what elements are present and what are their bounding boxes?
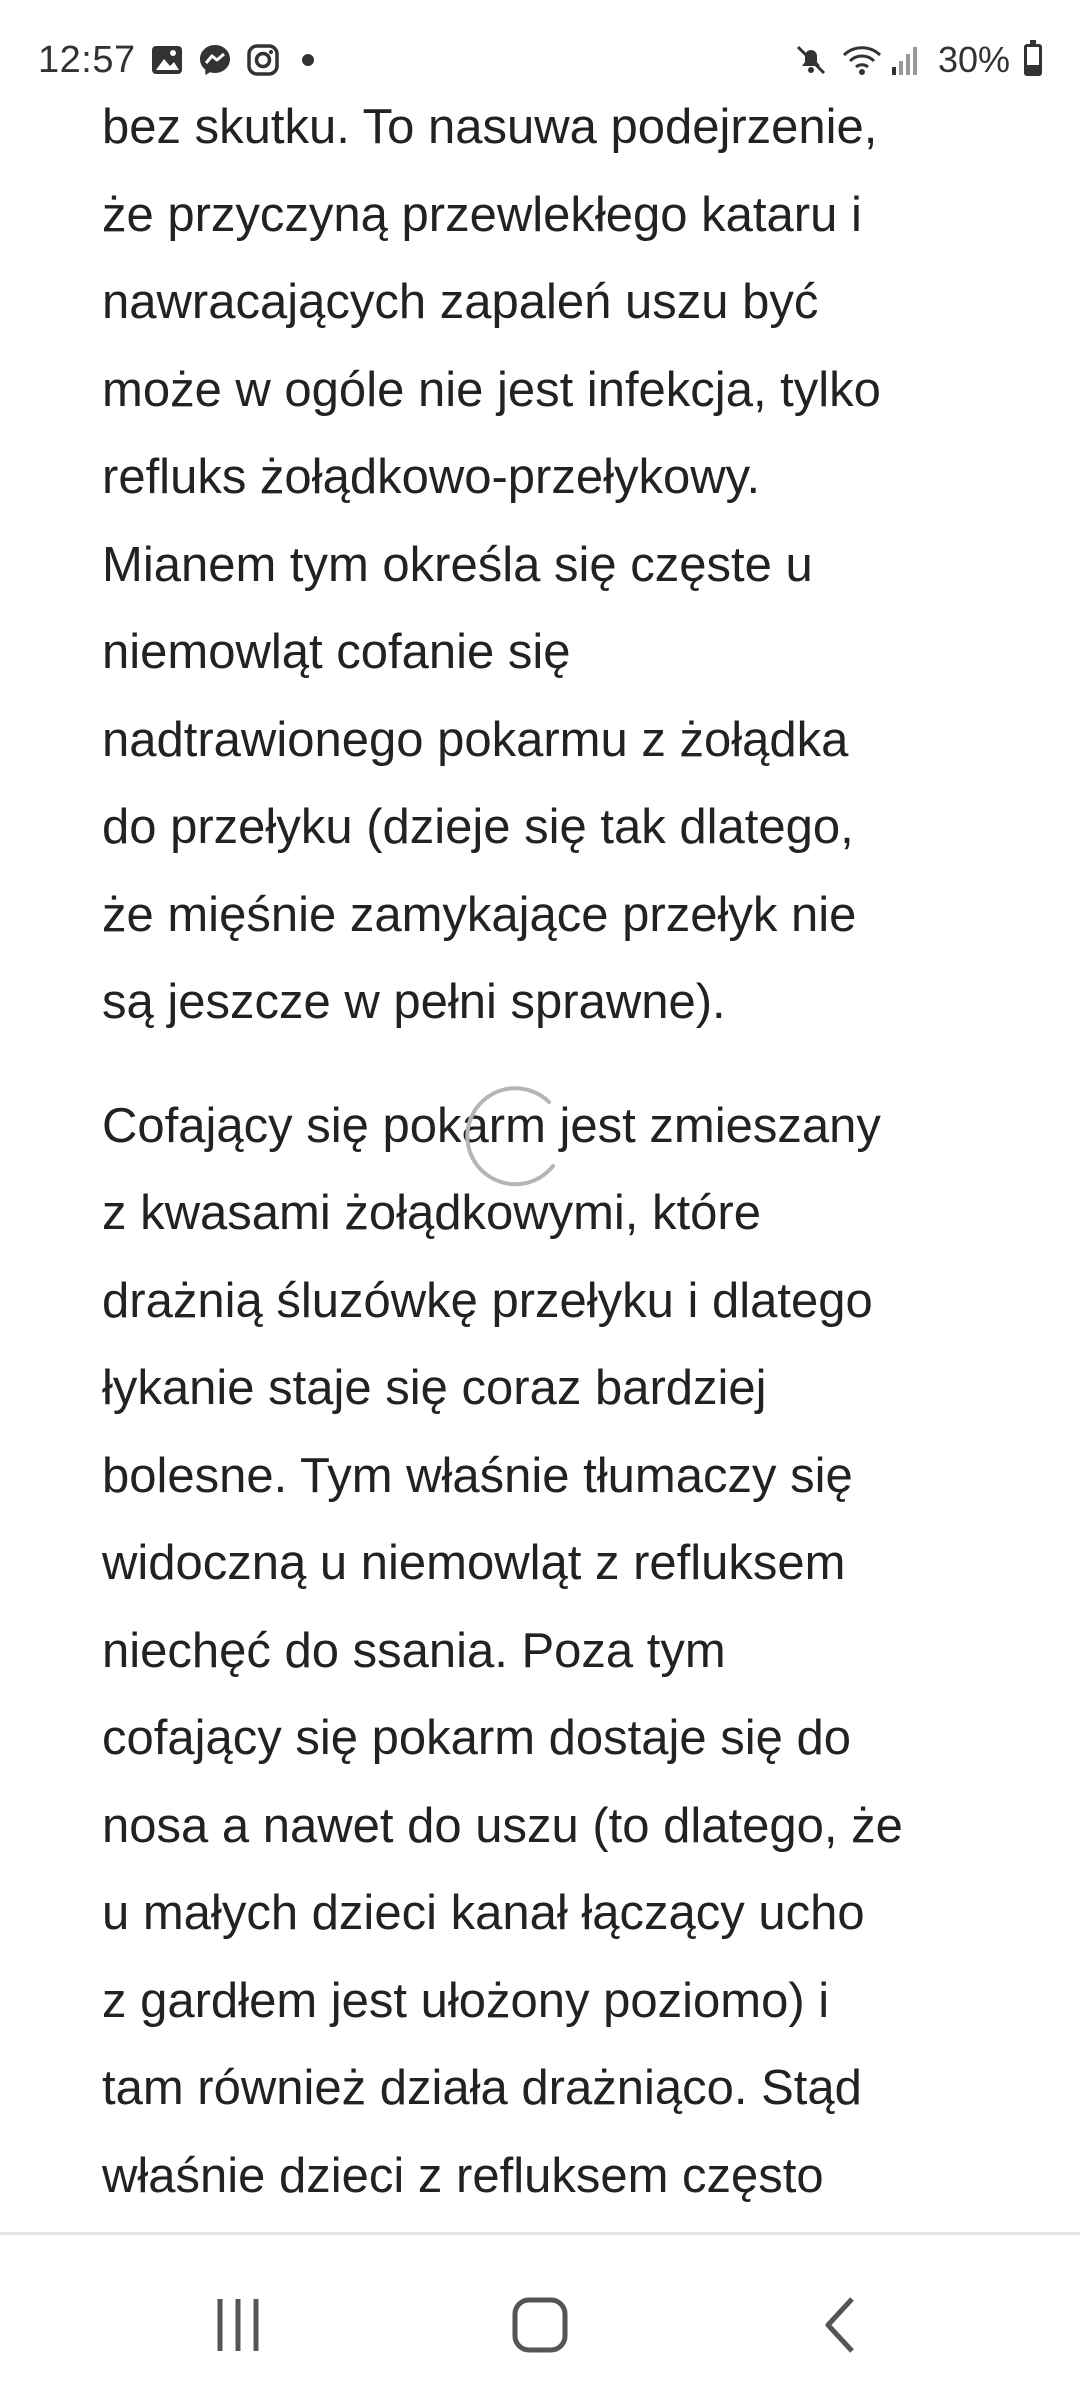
battery-level [1027, 65, 1039, 73]
article-paragraph: Cofający się pokarm jest zmieszany z kwasami żołądkowymi, które drażnią śluzówkę przełyku i dlatego łykanie staje się coraz bardziej bolesne. Tym właśnie tłumaczy się widoczną u niemowląt z refluksem niechęć do ssania. Poza tym cofający się pokarm dostaje się do nosa a nawet do uszu (to dlatego, że u małych dzieci kanał łączący ucho z gardłem jest ułożony poziomo) i tam również działa drażniąco. Stąd właśnie dzieci z refluksem często [102, 1098, 903, 2203]
article-paragraph: bez skutku. To nasuwa podejrzenie, że przyczyną przewlekłego kataru i nawracających zapaleń uszu być może w ogóle nie jest infekcja, tylko refluks żołądkowo-przełykowy. Mianem tym określa się częste u niemowląt cofanie się nadtrawionego pokarmu z żołądka do przełyku (dzieje się tak dlatego, że mięśnie zamykające przełyk nie są jeszcze w pełni sprawne). [102, 100, 881, 1029]
navigation-bar [0, 2232, 1080, 2400]
mute-icon [794, 43, 828, 77]
back-button[interactable] [802, 2285, 882, 2365]
recent-apps-button[interactable] [198, 2285, 278, 2365]
instagram-icon [246, 43, 280, 77]
home-icon [510, 2295, 570, 2355]
signal-icon [890, 43, 924, 77]
status-time: 12:57 [38, 38, 136, 81]
back-icon [812, 2295, 872, 2355]
messenger-icon [198, 43, 232, 77]
notification-dot-icon [302, 54, 314, 66]
battery-icon [1024, 44, 1042, 76]
status-left [38, 39, 314, 82]
battery-percent: 30% [937, 39, 1010, 80]
loading-spinner-icon [463, 1086, 567, 1190]
status-right [794, 39, 1042, 81]
home-button[interactable] [500, 2285, 580, 2365]
gallery-icon [150, 43, 184, 77]
wifi-icon [842, 43, 876, 77]
recent-apps-icon [208, 2295, 268, 2355]
